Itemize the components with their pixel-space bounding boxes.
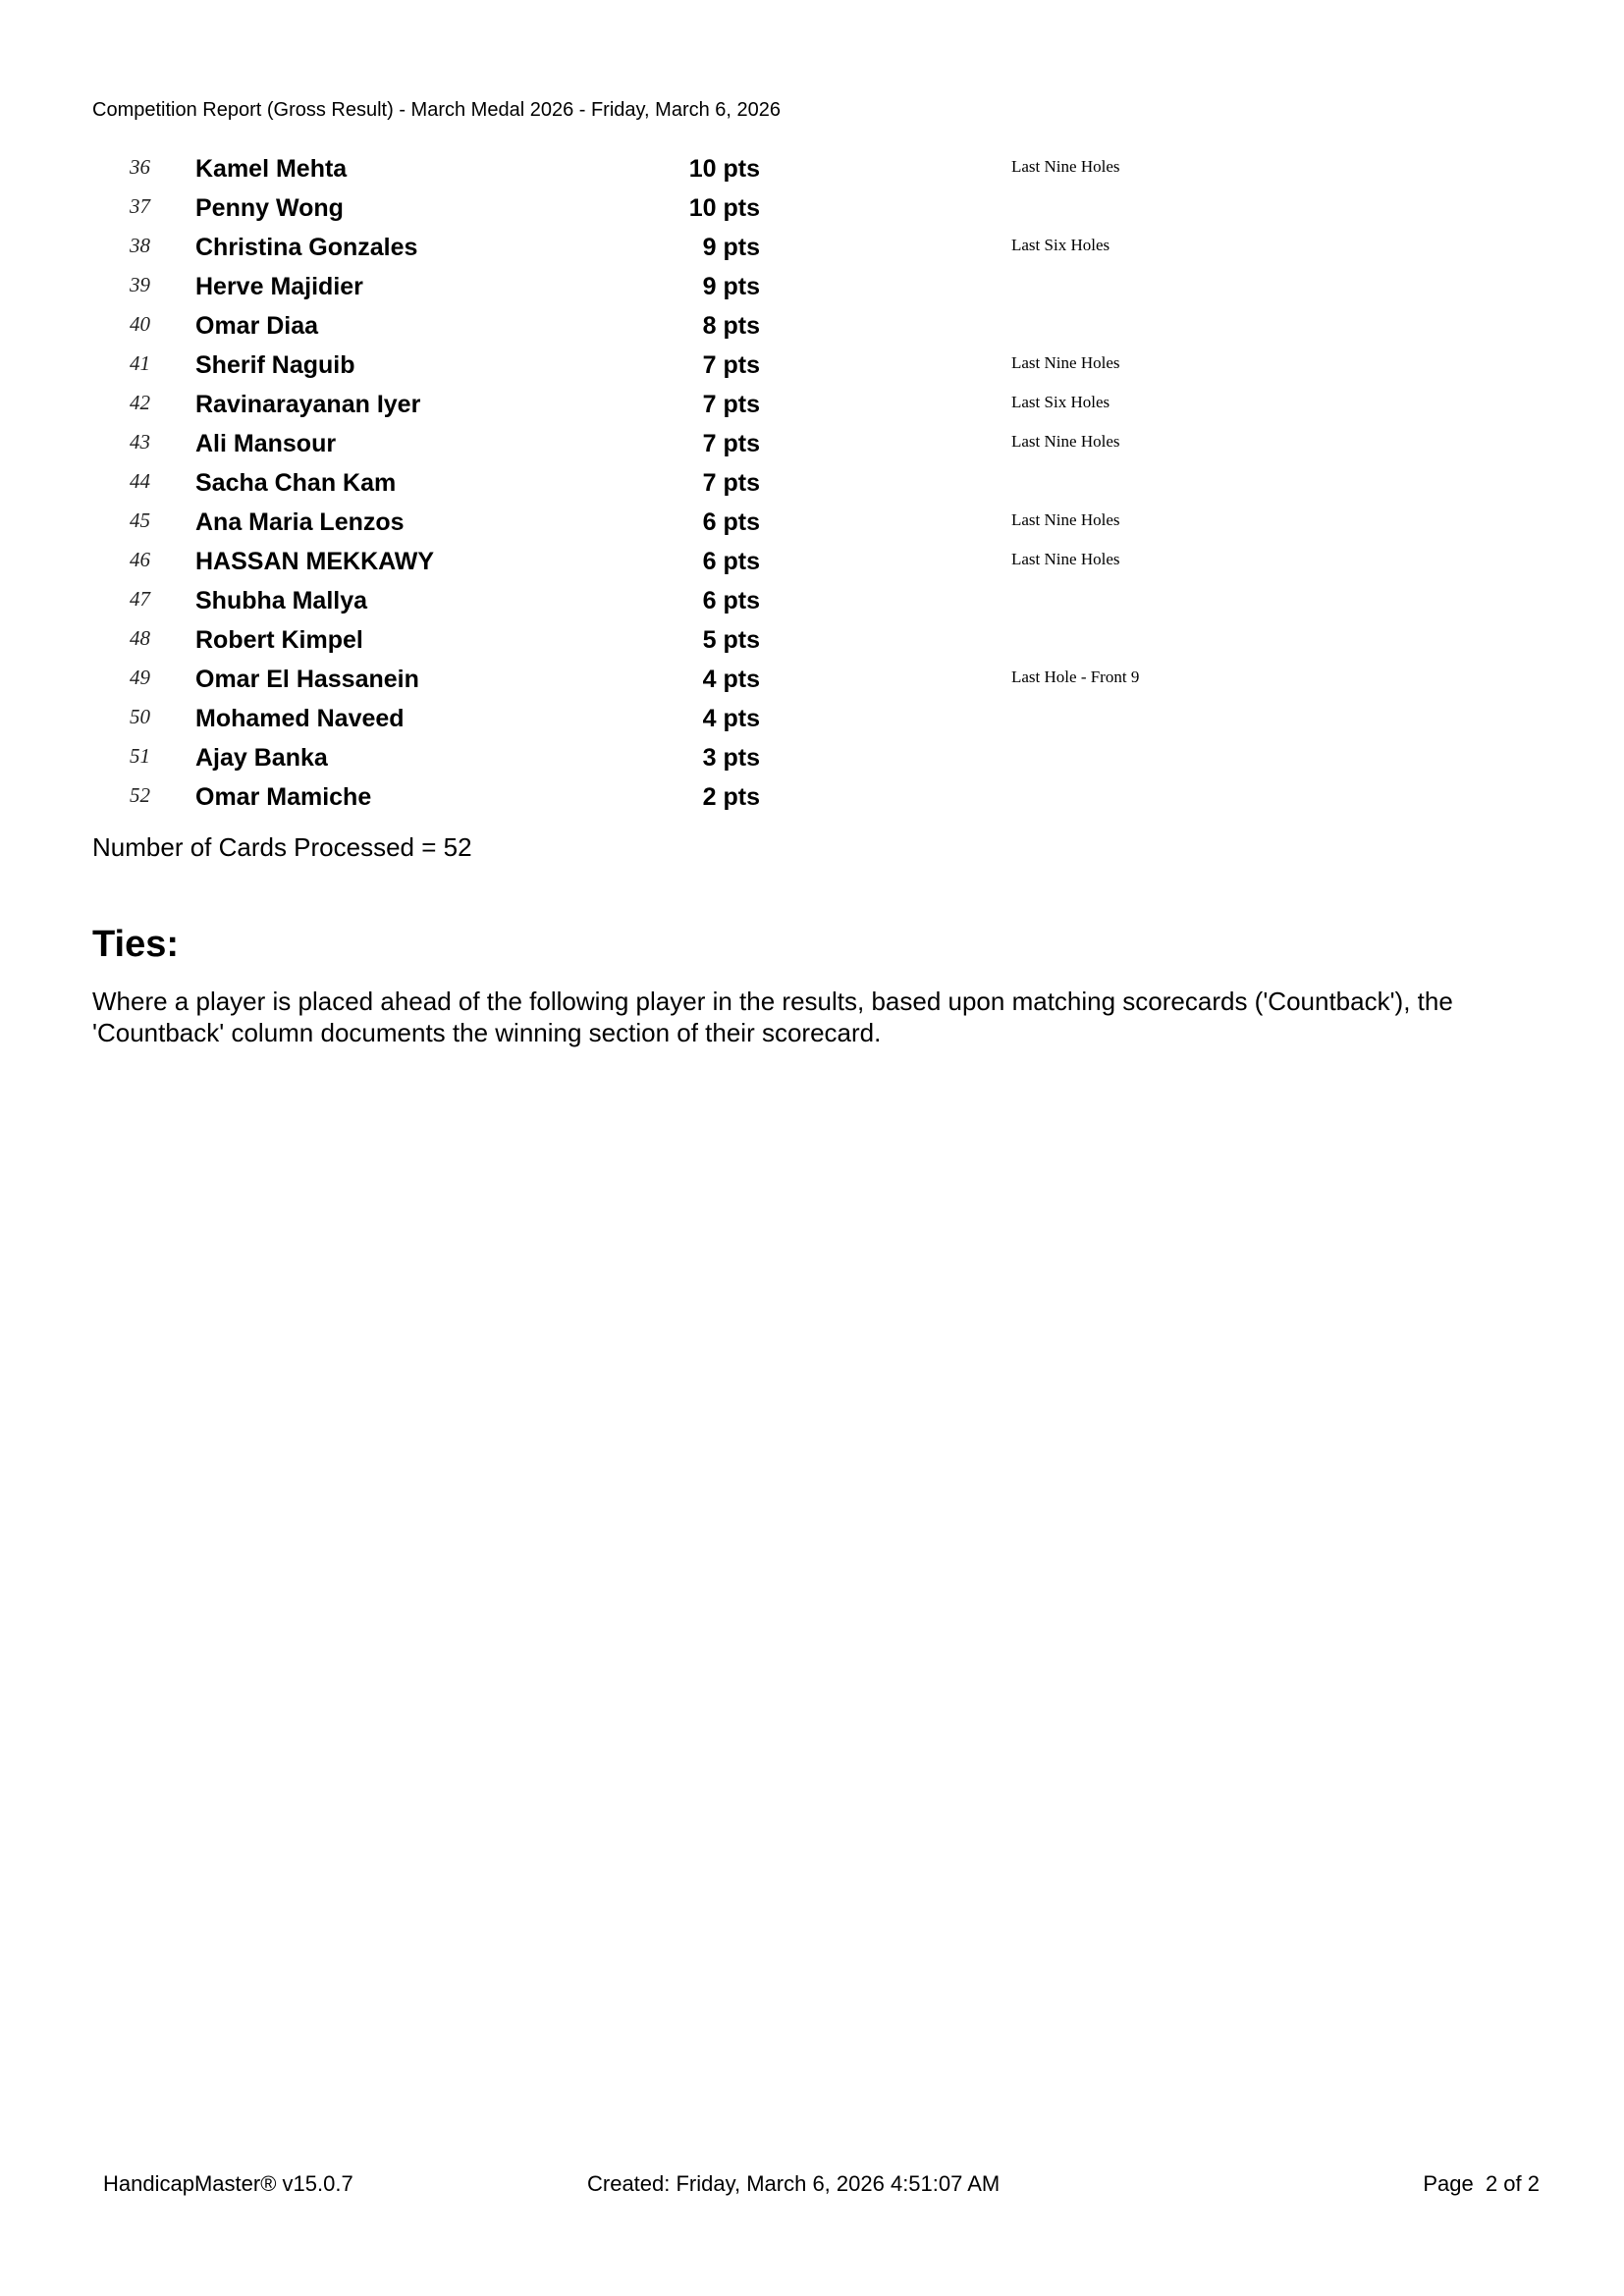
result-row xyxy=(0,662,1624,701)
points: 4 pts xyxy=(702,705,760,732)
rank: 44 xyxy=(130,469,150,493)
result-row xyxy=(0,622,1624,662)
player-name: Kamel Mehta xyxy=(195,155,348,183)
countback: Last Nine Holes xyxy=(1011,157,1120,176)
countback: Last Nine Holes xyxy=(1011,510,1120,529)
ties-explanation: Where a player is placed ahead of the following player in the results, based upon matching scorecards ('Countback'), the 'Countback' column documents the winning section of their scorecard. xyxy=(92,987,1453,1047)
countback: Last Six Holes xyxy=(1011,236,1110,254)
points: 4 pts xyxy=(702,666,760,693)
rank: 40 xyxy=(130,312,150,336)
points: 8 pts xyxy=(702,312,760,340)
result-row xyxy=(0,701,1624,740)
points: 7 pts xyxy=(702,469,760,497)
player-name: HASSAN MEKKAWY xyxy=(195,548,435,575)
rank: 43 xyxy=(130,430,150,454)
rank: 38 xyxy=(130,234,150,257)
cards-processed: Number of Cards Processed = 52 xyxy=(92,832,472,862)
rank: 52 xyxy=(130,783,150,807)
points: 10 pts xyxy=(688,155,760,183)
player-name: Ana Maria Lenzos xyxy=(195,508,405,536)
player-name: Ali Mansour xyxy=(195,430,337,457)
points: 6 pts xyxy=(702,548,760,575)
points: 10 pts xyxy=(688,194,760,222)
player-name: Omar Mamiche xyxy=(195,783,372,811)
points: 7 pts xyxy=(702,391,760,418)
result-row xyxy=(0,740,1624,779)
report-header: Competition Report (Gross Result) - March Medal 2026 - Friday, March 6, 2026 xyxy=(92,99,782,121)
rank: 50 xyxy=(130,705,150,728)
footer-page-number: Page 2 of 2 xyxy=(1423,2171,1540,2196)
player-name: Sherif Naguib xyxy=(195,351,355,379)
result-row xyxy=(0,426,1624,465)
rank: 42 xyxy=(130,391,150,414)
points: 6 pts xyxy=(702,587,760,614)
result-row xyxy=(0,505,1624,544)
rank: 49 xyxy=(130,666,150,689)
rank: 41 xyxy=(130,351,150,375)
rank: 46 xyxy=(130,548,150,571)
footer-software-version: HandicapMaster® v15.0.7 xyxy=(103,2171,353,2196)
result-row xyxy=(0,269,1624,308)
result-row xyxy=(0,387,1624,426)
rank: 47 xyxy=(130,587,150,611)
player-name: Penny Wong xyxy=(195,194,344,222)
points: 7 pts xyxy=(702,351,760,379)
countback: Last Six Holes xyxy=(1011,393,1110,411)
points: 6 pts xyxy=(702,508,760,536)
points: 9 pts xyxy=(702,273,760,300)
result-row xyxy=(0,583,1624,622)
player-name: Herve Majidier xyxy=(195,273,363,300)
player-name: Ajay Banka xyxy=(195,744,328,772)
result-row xyxy=(0,779,1624,819)
result-row xyxy=(0,308,1624,347)
countback: Last Nine Holes xyxy=(1011,550,1120,568)
rank: 51 xyxy=(130,744,150,768)
points: 7 pts xyxy=(702,430,760,457)
player-name: Robert Kimpel xyxy=(195,626,363,654)
player-name: Mohamed Naveed xyxy=(195,705,405,732)
rank: 48 xyxy=(130,626,150,650)
rank: 37 xyxy=(130,194,150,218)
points: 9 pts xyxy=(702,234,760,261)
points: 5 pts xyxy=(702,626,760,654)
footer-created-timestamp: Created: Friday, March 6, 2026 4:51:07 AM xyxy=(587,2171,1001,2196)
points: 3 pts xyxy=(702,744,760,772)
player-name: Omar Diaa xyxy=(195,312,319,340)
player-name: Christina Gonzales xyxy=(195,234,418,261)
player-name: Ravinarayanan Iyer xyxy=(195,391,421,418)
result-row xyxy=(0,465,1624,505)
player-name: Omar El Hassanein xyxy=(195,666,419,693)
result-row xyxy=(0,190,1624,230)
ties-heading: Ties: xyxy=(92,924,180,965)
rank: 39 xyxy=(130,273,150,296)
countback: Last Nine Holes xyxy=(1011,432,1120,451)
results-table xyxy=(0,151,1624,819)
rank: 36 xyxy=(130,155,150,179)
rank: 45 xyxy=(130,508,150,532)
countback: Last Hole - Front 9 xyxy=(1011,667,1140,686)
countback: Last Nine Holes xyxy=(1011,353,1120,372)
player-name: Sacha Chan Kam xyxy=(195,469,397,497)
result-row xyxy=(0,151,1624,190)
result-row xyxy=(0,347,1624,387)
player-name: Shubha Mallya xyxy=(195,587,368,614)
result-row xyxy=(0,230,1624,269)
result-row xyxy=(0,544,1624,583)
points: 2 pts xyxy=(702,783,760,811)
